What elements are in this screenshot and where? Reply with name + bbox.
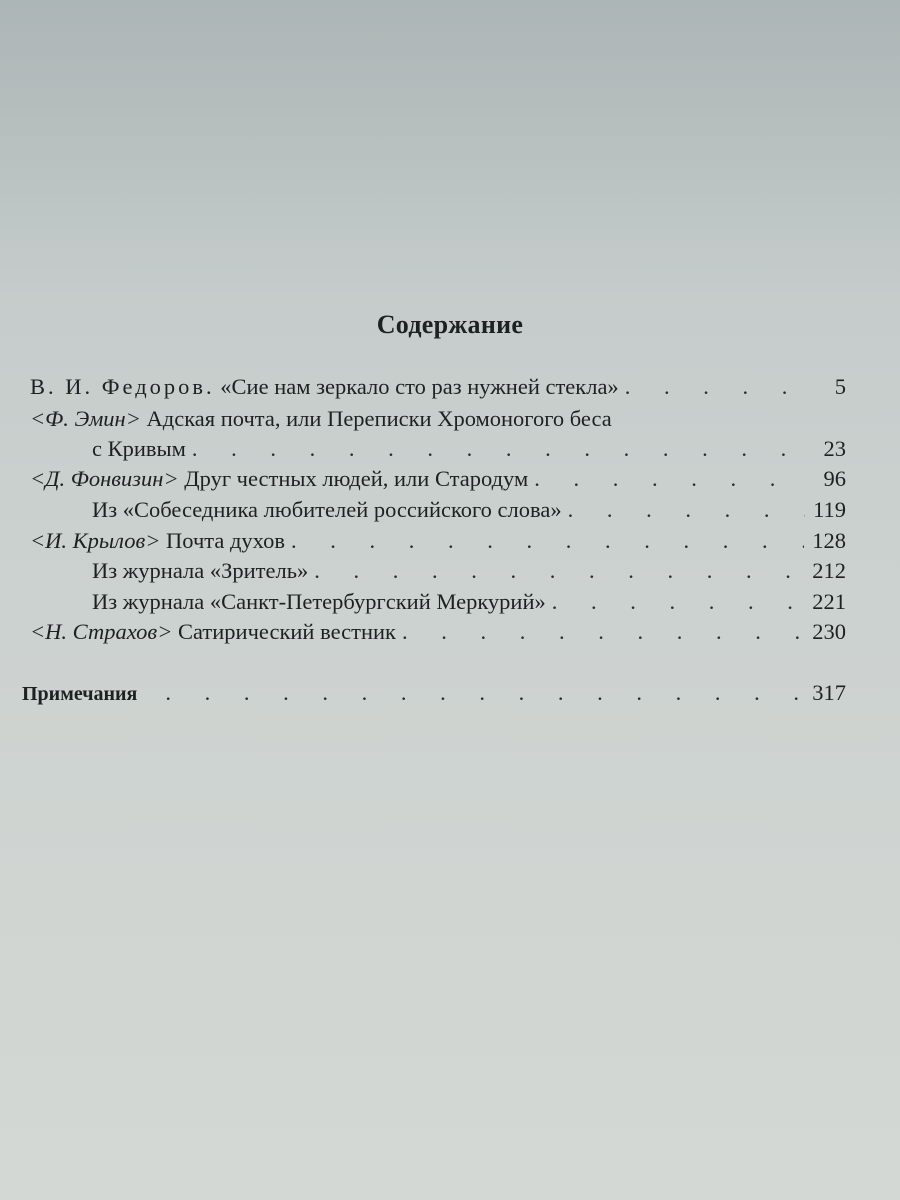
toc-title: Адская почта, или Переписки Хромоногого беса xyxy=(146,406,612,431)
toc-page-number: 212 xyxy=(812,558,846,583)
leader-dots xyxy=(402,619,804,645)
toc-title: «Сие нам зеркало сто раз нужней стекла» xyxy=(220,374,619,399)
contents-title: Содержание xyxy=(376,310,524,339)
toc-page-number: 317 xyxy=(812,680,846,705)
toc-notes xyxy=(22,680,846,712)
toc-entry-continuation xyxy=(92,436,846,468)
leader-dots xyxy=(552,589,804,615)
leader-dots xyxy=(314,558,804,584)
leader-dots xyxy=(165,680,804,706)
toc-page-number: 221 xyxy=(812,589,846,614)
toc-page-number: 23 xyxy=(823,436,846,461)
toc-entry xyxy=(30,406,846,438)
toc-page-number: 119 xyxy=(813,497,846,522)
toc-entry xyxy=(92,589,846,621)
toc-author: <Н. Страхов> xyxy=(30,619,173,644)
page-bleed-through xyxy=(0,0,900,300)
toc-title: Из журнала «Санкт-Петербургский Меркурий» xyxy=(92,589,546,614)
toc-entry xyxy=(92,497,846,529)
toc-author: <Д. Фонвизин> xyxy=(30,466,179,491)
toc-title: Сатирический вестник xyxy=(178,619,396,644)
toc-entry xyxy=(30,619,846,651)
leader-dots xyxy=(625,374,810,400)
leader-dots xyxy=(534,466,810,492)
toc-page-number: 128 xyxy=(812,528,846,553)
toc-page-number: 230 xyxy=(812,619,846,644)
toc-title: Почта духов xyxy=(166,528,285,553)
leader-dots xyxy=(192,436,810,462)
toc-author: <И. Крылов> xyxy=(30,528,161,553)
toc-author: <Ф. Эмин> xyxy=(30,406,141,431)
toc-title-continued: с Кривым xyxy=(92,436,186,461)
toc-title: Из журнала «Зритель» xyxy=(92,558,309,583)
leader-dots xyxy=(568,497,805,523)
leader-dots xyxy=(291,528,804,554)
toc-entry xyxy=(30,528,846,560)
toc-author: В. И. Федоров. xyxy=(30,374,215,399)
toc-page-number: 5 xyxy=(834,374,846,399)
toc-entry xyxy=(92,558,846,590)
notes-label: Примечания xyxy=(22,683,138,705)
toc-entry xyxy=(30,374,846,406)
toc-entry xyxy=(30,466,846,498)
toc-page-number: 96 xyxy=(823,466,846,491)
toc-title: Друг честных людей, или Стародум xyxy=(184,466,529,491)
toc-title: Из «Собеседника любителей российского слова» xyxy=(92,497,562,522)
